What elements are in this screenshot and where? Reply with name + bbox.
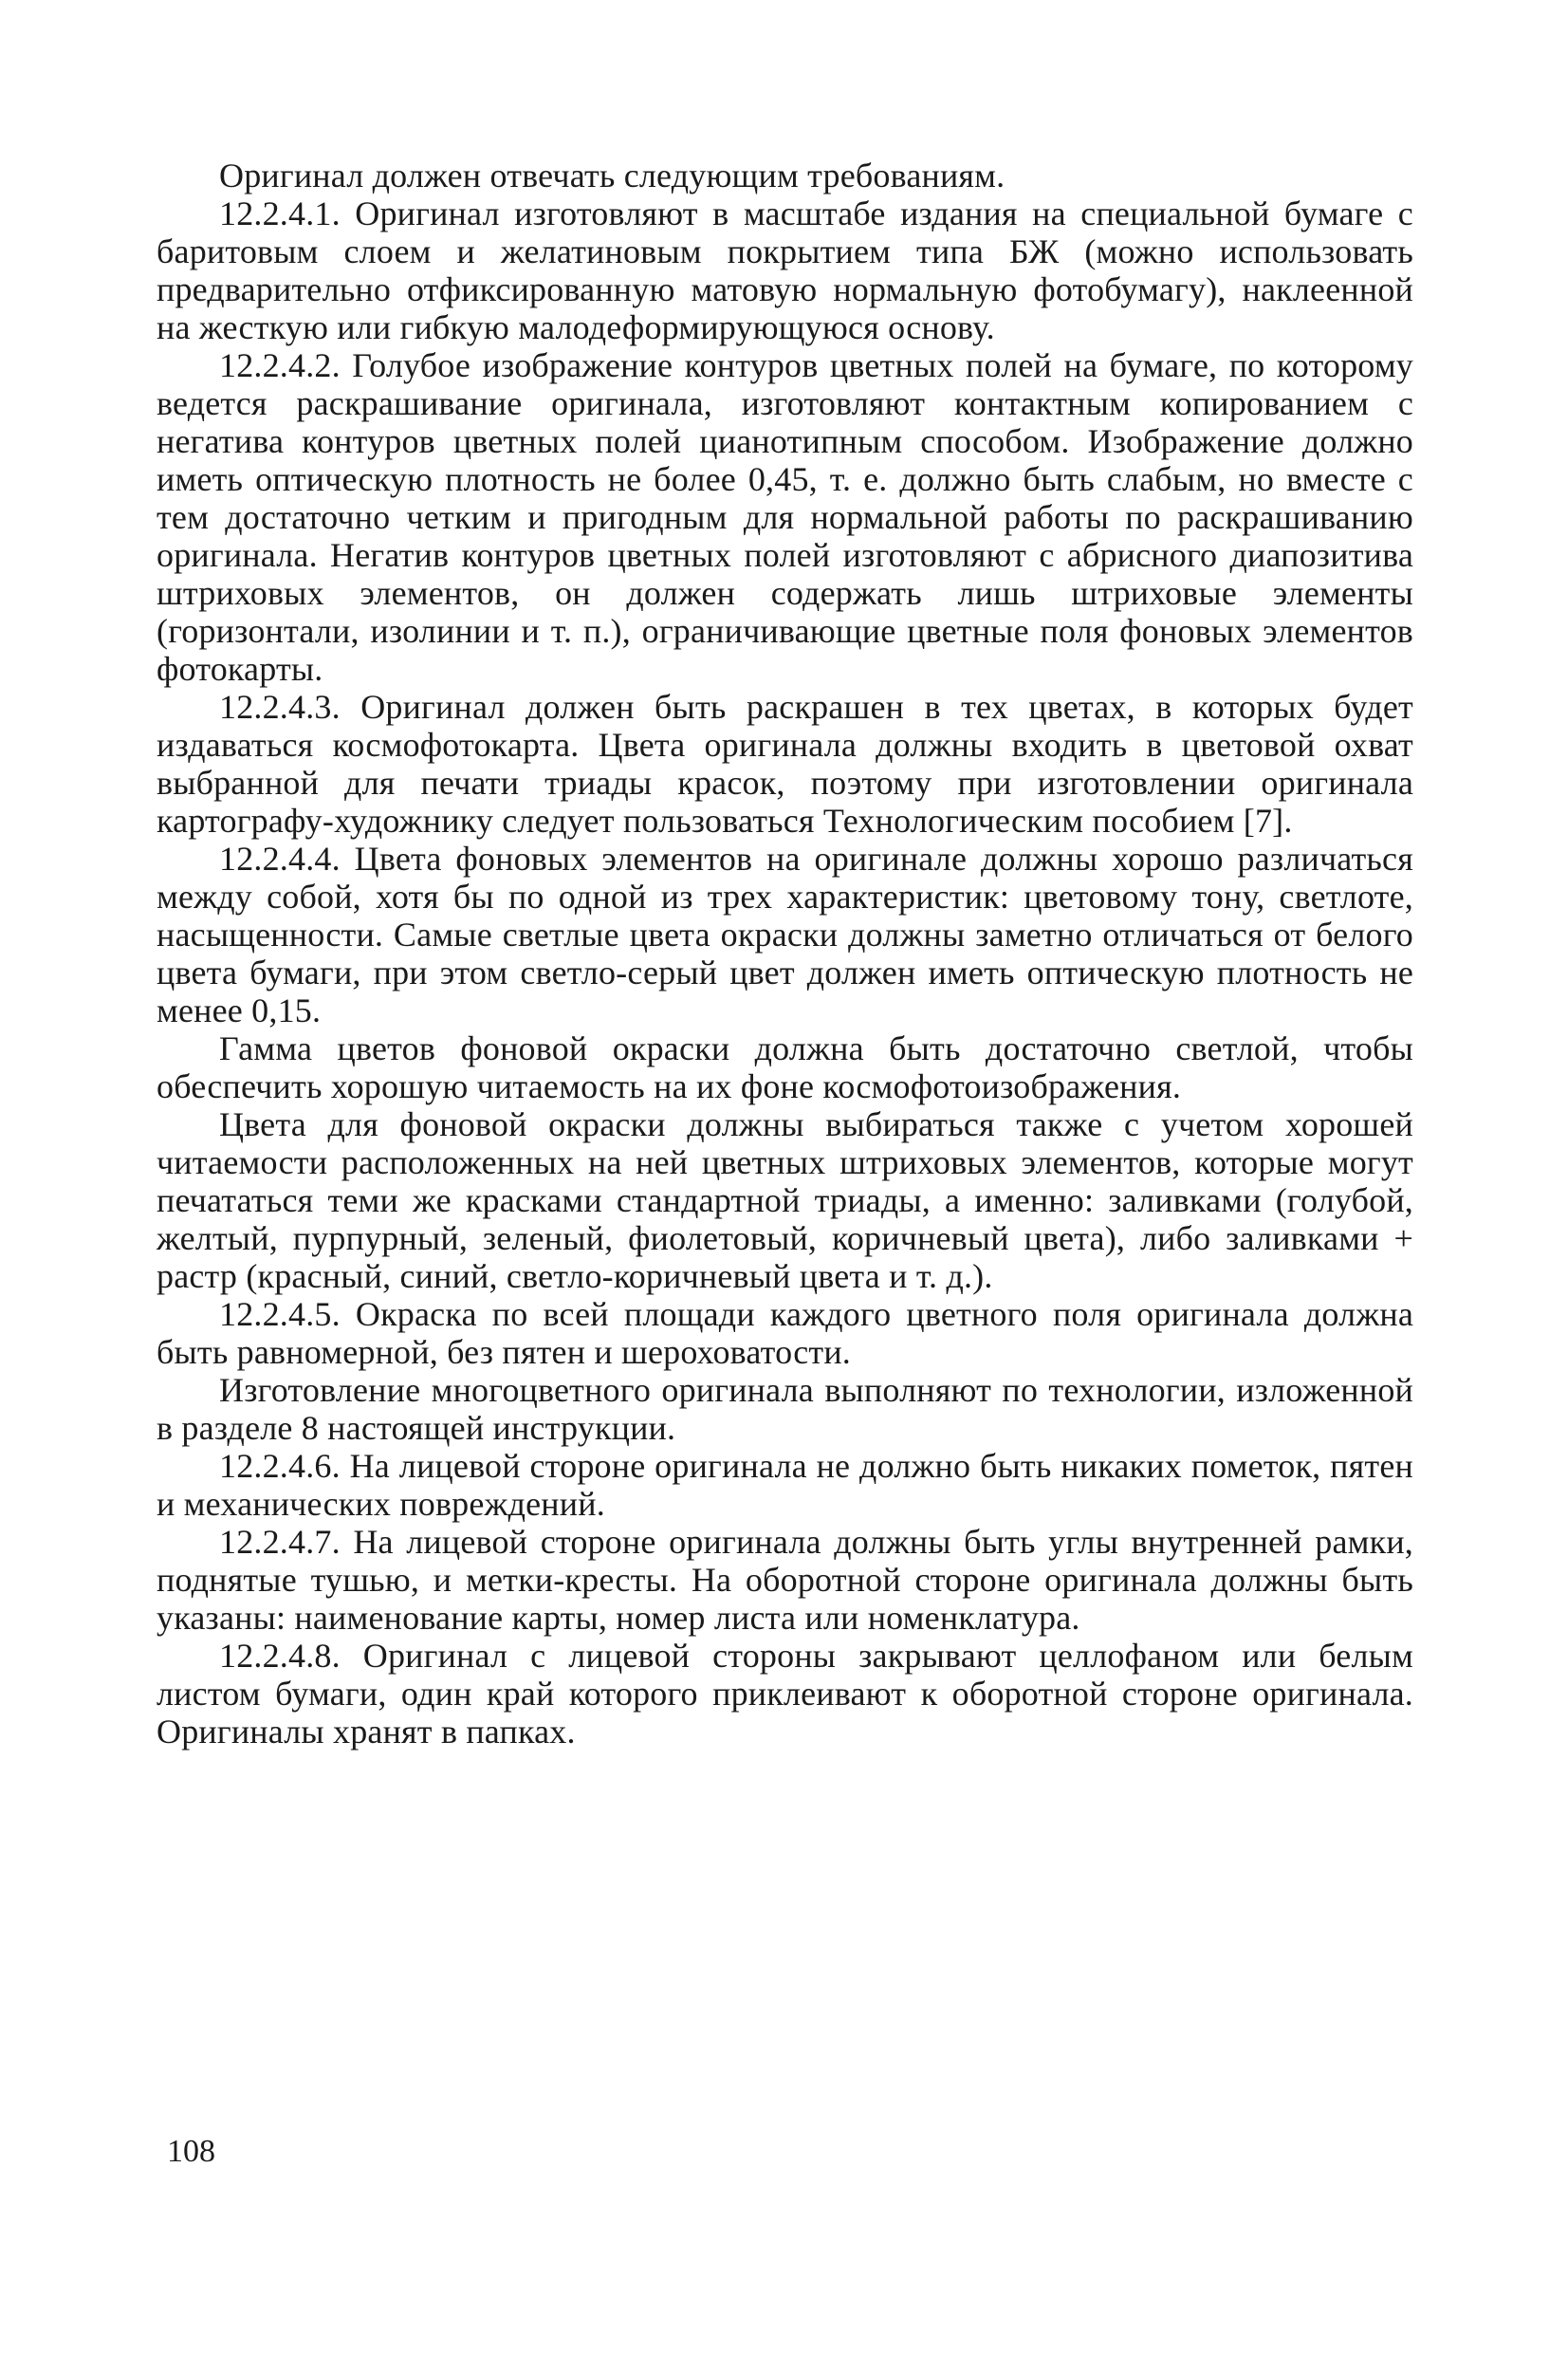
paragraph-12-2-4-4: 12.2.4.4. Цвета фоновых элементов на оригинале должны хорошо различаться между собой, хотя бы по одной из трех характеристик: цветовому тону, светлоте, насыщенности. Самые светлые цвета окраски должны заметно отличаться от белого цвета бумаги, при этом светло-серый цвет должен иметь оптическую плотность не менее 0,15. xyxy=(157,840,1413,1029)
paragraph-12-2-4-6: 12.2.4.6. На лицевой стороне оригинала не должно быть никаких пометок, пятен и механических повреждений. xyxy=(157,1447,1413,1523)
paragraph-12-2-4-1: 12.2.4.1. Оригинал изготовляют в масштабе издания на специальной бумаге с баритовым слоем и желатиновым покрытием типа БЖ (можно использовать предварительно отфиксированную матовую нормальную фотобумагу), наклеенной на жесткую или гибкую малодеформирующуюся основу. xyxy=(157,195,1413,346)
paragraph-12-2-4-7: 12.2.4.7. На лицевой стороне оригинала должны быть углы внутренней рамки, поднятые тушью, и метки-кресты. На оборотной стороне оригинала должны быть указаны: наименование карты, номер листа или номенклатура. xyxy=(157,1523,1413,1637)
paragraph-color-gamut: Гамма цветов фоновой окраски должна быть достаточно светлой, чтобы обеспечить хорошую читаемость на их фоне космофотоизображения. xyxy=(157,1029,1413,1105)
paragraph-background-colors: Цвета для фоновой окраски должны выбираться также с учетом хорошей читаемости расположенных на ней цветных штриховых элементов, которые могут печататься теми же красками стандартной триады, а именно: заливками (голубой, желтый, пурпурный, зеленый, фиолетовый, коричневый цвета), либо заливками + растр (красный, синий, светло-коричневый цвета и т. д.). xyxy=(157,1105,1413,1295)
paragraph-12-2-4-5: 12.2.4.5. Окраска по всей площади каждого цветного поля оригинала должна быть равномерной, без пятен и шероховатости. xyxy=(157,1295,1413,1371)
paragraph-multicolor-original: Изготовление многоцветного оригинала выполняют по технологии, изложенной в разделе 8 настоящей инструкции. xyxy=(157,1371,1413,1447)
paragraph-12-2-4-2: 12.2.4.2. Голубое изображение контуров цветных полей на бумаге, по которому ведется раскрашивание оригинала, изготовляют контактным копированием с негатива контуров цветных полей цианотипным способом. Изображение должно иметь оптическую плотность не более 0,45, т. е. должно быть слабым, но вместе с тем достаточно четким и пригодным для нормальной работы по раскрашиванию оригинала. Негатив контуров цветных полей изготовляют с абрисного диапозитива штриховых элементов, он должен содержать лишь штриховые элементы (горизонтали, изолинии и т. п.), ограничивающие цветные поля фоновых элементов фотокарты. xyxy=(157,346,1413,688)
page-number: 108 xyxy=(167,2134,215,2169)
body-text xyxy=(157,157,1413,1751)
paragraph-12-2-4-8: 12.2.4.8. Оригинал с лицевой стороны закрывают целлофаном или белым листом бумаги, один край которого приклеивают к оборотной стороне оригинала. Оригиналы хранят в папках. xyxy=(157,1637,1413,1751)
paragraph-12-2-4-3: 12.2.4.3. Оригинал должен быть раскрашен в тех цветах, в которых будет издаваться космофотокарта. Цвета оригинала должны входить в цветовой охват выбранной для печати триады красок, поэтому при изготовлении оригинала картографу-художнику следует пользоваться Технологическим пособием [7]. xyxy=(157,688,1413,840)
paragraph-intro: Оригинал должен отвечать следующим требованиям. xyxy=(219,157,1005,195)
